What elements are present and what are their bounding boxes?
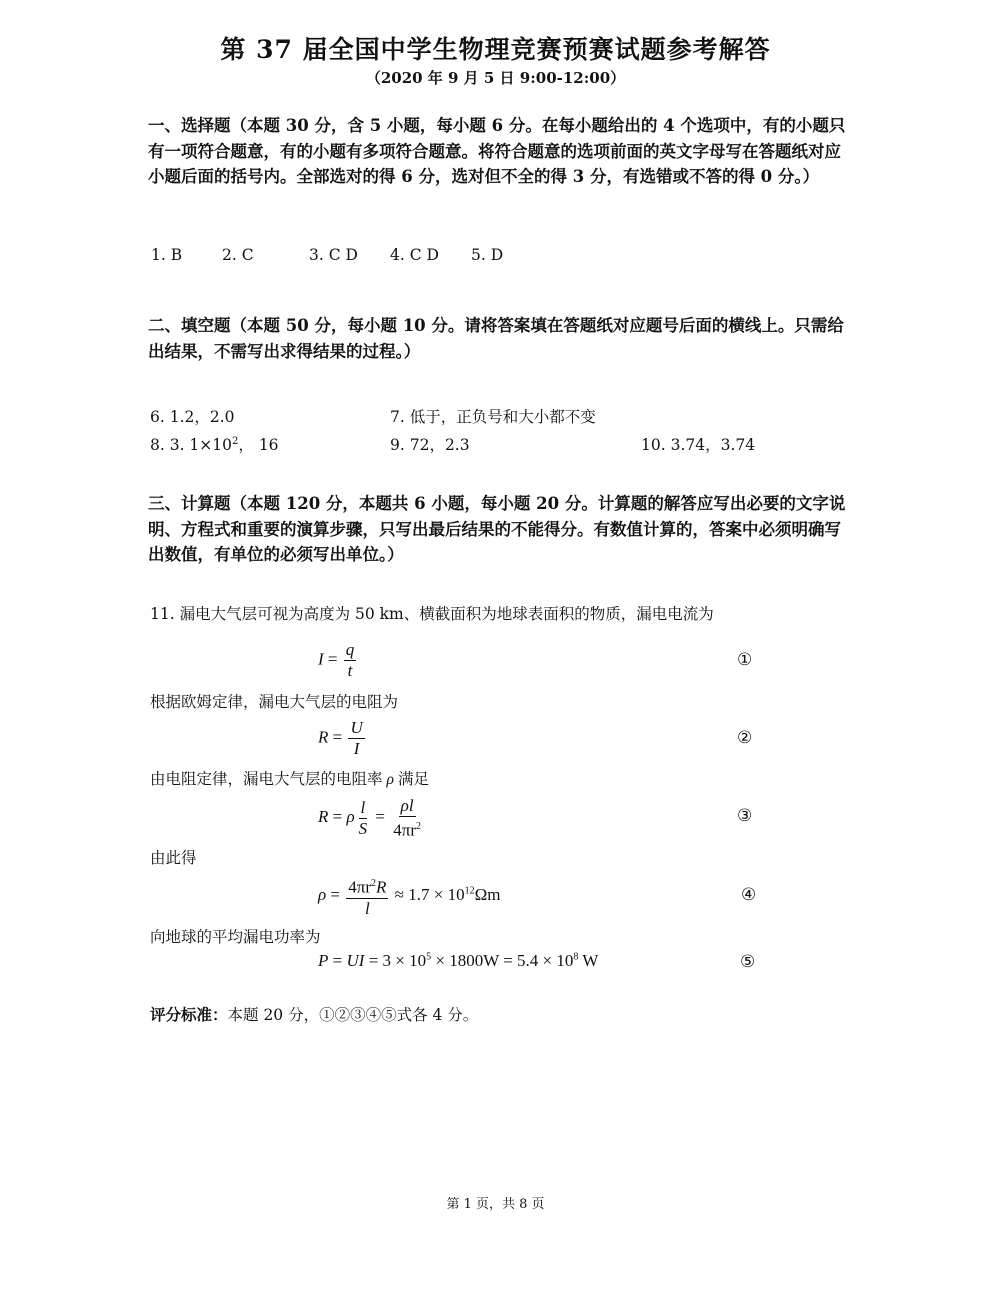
section2-heading: 二、填空题（本题 50 分，每小题 10 分。请将答案填在答题纸对应题号后面的横线上。只需给出结果，不需写出求得结果的过程。） (148, 316, 844, 361)
equation-5: P = UI = $3 \times 10^5 \times 1800W = 5.4 \times 10^8$ W (318, 951, 599, 970)
equation-2: R = $\frac{U}{I}$ (318, 718, 363, 758)
section3-heading: 三、计算题（本题 120 分，本题共 6 小题，每小题 20 分。计算题的解答应写出必要的文字说明、方程式和重要的演算步骤，只写出最后结果的不能得分。有数值计算的，答案中必须明确写出数值，有单位的必须写出单位。） (148, 494, 846, 564)
answer-2: 2. C (222, 246, 254, 264)
equation-1: I = $\frac{q}{t}$ (318, 640, 355, 680)
page-title: 第 37 届全国中学生物理竞赛预赛试题参考解答 (220, 35, 771, 64)
page-footer: 第 1 页，共 8 页 (446, 1197, 545, 1212)
answer-8: 8. 3. $1\times 10^2$， 16 (150, 435, 279, 454)
equation-4: ρ = $\frac{4\pi r^2R}{l}$ ≈ $1.7 \times 10^{12}\Omega m$ (318, 874, 500, 919)
equation-number-5: ⑤ (740, 952, 756, 972)
answer-4: 4. C D (390, 246, 439, 264)
text-resistivity-law: 由电阻定律，漏电大气层的电阻率 ρ 满足 (150, 770, 429, 788)
equation-number-3: ③ (737, 806, 753, 826)
section1-heading: 一、选择题（本题 30 分，含 5 小题，每小题 6 分。在每小题给出的 4 个选项中，有的小题只有一项符合题意，有的小题有多项符合题意。将符合题意的选项前面的英文字母写在答题纸对应小题后面的括号内。全部选对的得 6 分，选对但不全的得 3 分，有选错或不答的得 0 分。） (148, 116, 846, 186)
problem11-intro: 11. 漏电大气层可视为高度为 50 km、横截面积为地球表面积的物质，漏电电流为 (150, 605, 714, 623)
text-power: 向地球的平均漏电功率为 (150, 928, 321, 946)
exam-date: （2020 年 9 月 5 日 9:00-12:00） (365, 69, 626, 87)
equation-3: R = ρ $\frac{l}{S}$ = $\frac{\rho l}{4\pi r^2}$ (318, 796, 421, 840)
answer-6: 6. 1.2，2.0 (150, 408, 235, 426)
answer-1: 1. B (151, 246, 183, 264)
text-therefore: 由此得 (150, 849, 197, 867)
equation-number-4: ④ (741, 885, 757, 905)
answer-3: 3. C D (309, 246, 358, 264)
equation-number-2: ② (737, 728, 753, 748)
answer-5: 5. D (471, 246, 504, 264)
answer-7: 7. 低于，正负号和大小都不变 (390, 408, 596, 426)
scoring-standard: 评分标准：本题 20 分，①②③④⑤式各 4 分。 (150, 1005, 479, 1024)
text-ohms-law: 根据欧姆定律，漏电大气层的电阻为 (150, 693, 399, 711)
answer-10: 10. 3.74，3.74 (641, 436, 756, 454)
answer-9: 9. 72，2.3 (390, 436, 470, 454)
equation-number-1: ① (737, 650, 753, 670)
